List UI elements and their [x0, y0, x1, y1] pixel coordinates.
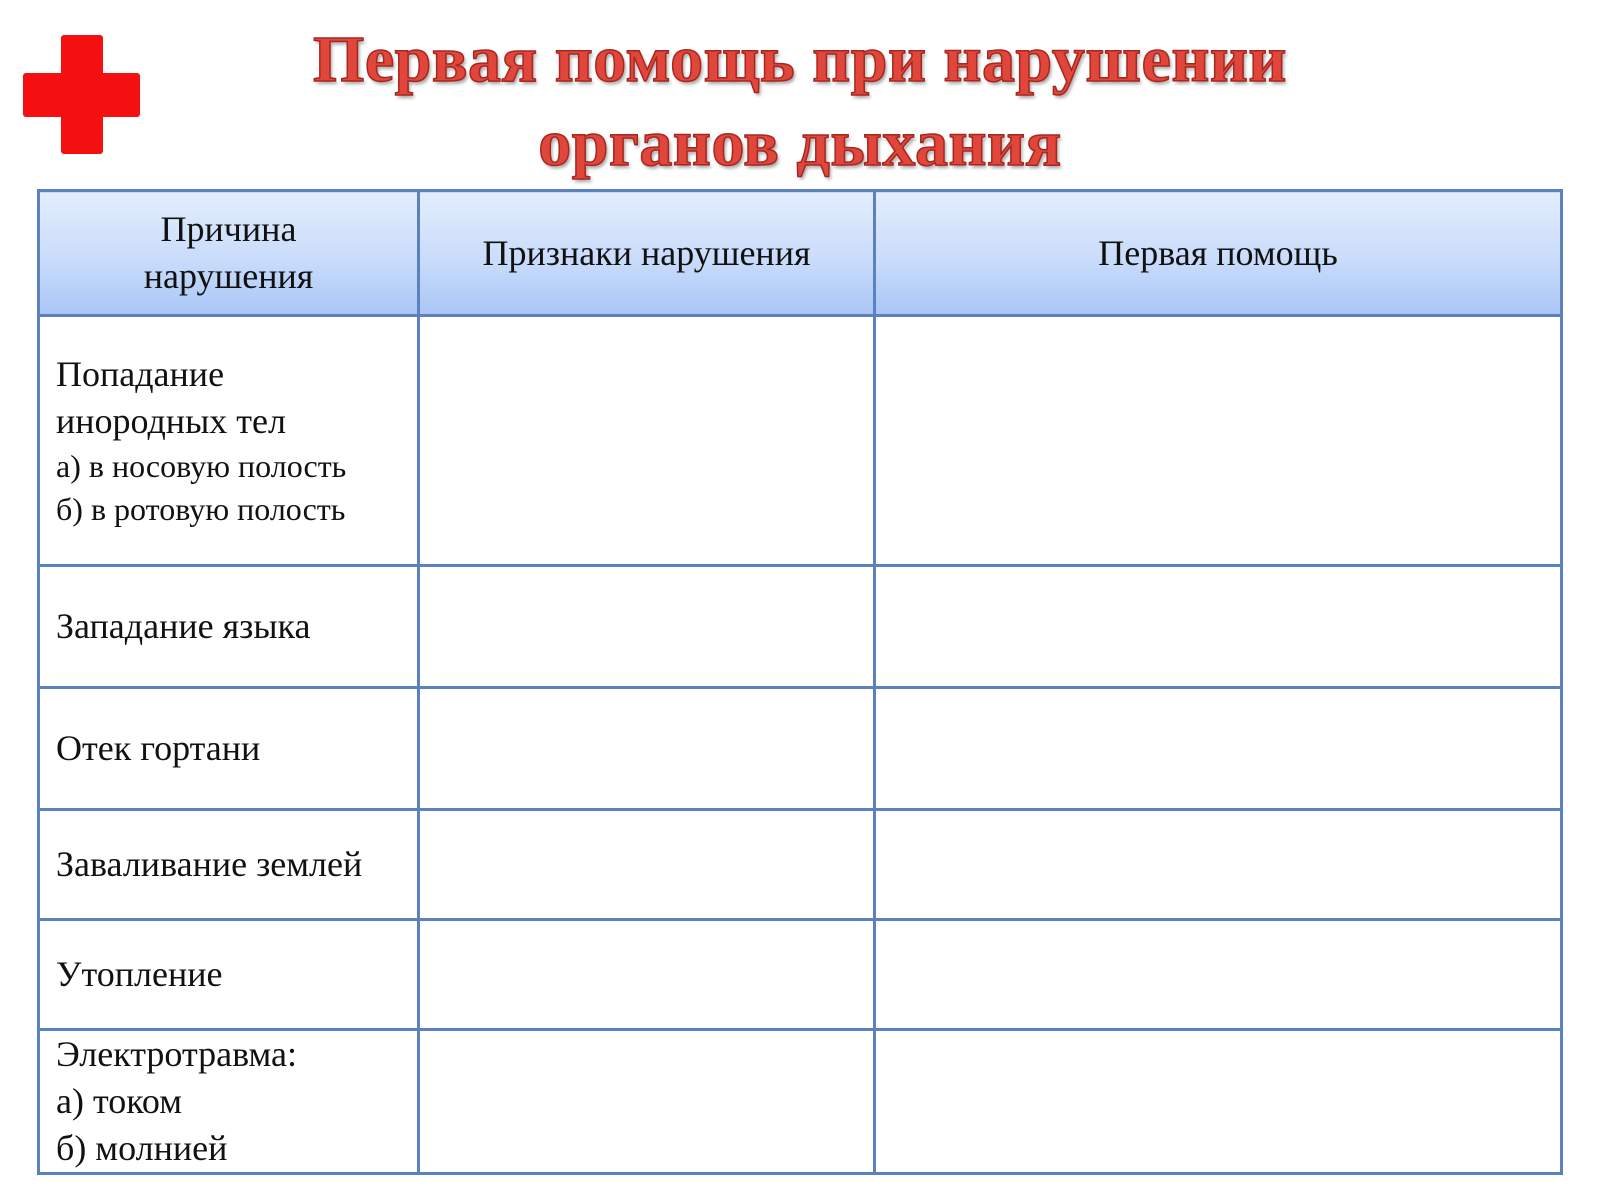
first-aid-table: [37, 189, 1563, 1175]
signs-cell[interactable]: [419, 688, 875, 810]
red-cross-horizontal-bar: [23, 73, 140, 117]
cause-cell: Западание языка: [39, 566, 419, 688]
header-signs: [419, 191, 875, 316]
cause-line: инородных тел: [56, 400, 286, 441]
cause-line: а) током: [56, 1081, 182, 1121]
signs-cell[interactable]: [419, 566, 875, 688]
cause-line: б) молнией: [56, 1128, 228, 1168]
table-row: [39, 920, 1562, 1030]
table-row: [39, 810, 1562, 920]
header-first-aid-label: Первая помощь: [1098, 232, 1338, 273]
slide-title: [150, 18, 1450, 186]
first-aid-cell[interactable]: [875, 920, 1562, 1030]
cause-cell: [39, 316, 419, 566]
cause-cell: Отек гортани: [39, 688, 419, 810]
first-aid-cell[interactable]: [875, 566, 1562, 688]
title-line-1: Первая помощь при нарушении: [313, 23, 1287, 96]
header-first-aid: [875, 191, 1562, 316]
first-aid-cell[interactable]: [875, 810, 1562, 920]
title-line-2: органов дыхания: [538, 107, 1062, 180]
table-header-row: [39, 191, 1562, 316]
header-cause: [39, 191, 419, 316]
table-row: [39, 566, 1562, 688]
signs-cell[interactable]: [419, 1030, 875, 1174]
signs-cell[interactable]: [419, 920, 875, 1030]
cause-cell: [39, 1030, 419, 1174]
header-signs-label: Признаки нарушения: [482, 232, 811, 273]
first-aid-cell[interactable]: [875, 688, 1562, 810]
cause-subitem: а) в носовую полость: [56, 447, 347, 484]
table-row: [39, 688, 1562, 810]
table-row: [39, 1030, 1562, 1174]
cause-line: Попадание: [56, 353, 225, 394]
red-cross-icon: [23, 35, 140, 154]
cause-cell: Заваливание землей: [39, 810, 419, 920]
cause-subitem: б) в ротовую полость: [56, 490, 346, 527]
first-aid-cell[interactable]: [875, 1030, 1562, 1174]
signs-cell[interactable]: [419, 810, 875, 920]
cause-cell: Утопление: [39, 920, 419, 1030]
first-aid-cell[interactable]: [875, 316, 1562, 566]
cause-line: Электротравма:: [56, 1034, 297, 1074]
header-cause-label: Причина нарушения: [143, 209, 314, 296]
table-row: [39, 316, 1562, 566]
signs-cell[interactable]: [419, 316, 875, 566]
